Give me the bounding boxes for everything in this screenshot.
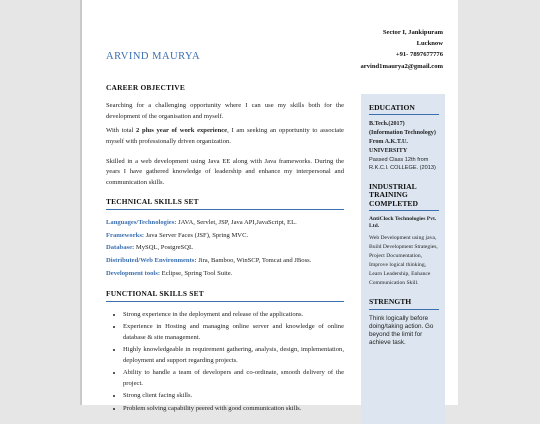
skill-row: Languages/Technologies: JAVA, Servlet, JSP, Java API,JavaScript, EL. xyxy=(106,218,297,226)
career-objective-section xyxy=(106,83,344,188)
strength-section xyxy=(369,298,439,347)
education-section xyxy=(369,104,439,173)
phone-number: +91- 7897677776 xyxy=(395,51,443,59)
education-university: From A.K.T.U. UNIVERSITY xyxy=(369,139,408,154)
strength-title: STRENGTH xyxy=(369,298,439,309)
list-item: • Problem solving capability peered with good communication skills. xyxy=(123,404,344,414)
list-item: • Experience in Hosting and managing online server and knowledge of online database & site management. xyxy=(123,322,344,343)
technical-skills-section xyxy=(106,197,344,279)
training-details: Web Development using java, Build Development Strategies, Project Documentation, Improve logical thinking, Learn Leadership, Enhance Communication Skill. xyxy=(369,234,438,287)
functional-skills-title: FUNCTIONAL SKILLS SET xyxy=(106,289,344,301)
education-title: EDUCATION xyxy=(369,104,439,115)
education-degree: B.Tech.(2017) (Information Technology) xyxy=(369,121,436,137)
skill-row: Development tools: Eclipse, Spring Tool Suite. xyxy=(106,270,233,278)
skill-row: Distributed/Web Environments: Jira, Bamboo, WinSCP, Tomcat and JBoss. xyxy=(106,257,312,265)
address-line1: Sector I, Jankipuram xyxy=(382,29,443,36)
left-column xyxy=(106,83,344,416)
strength-text: Think logically before doing/taking action. Go beyond the limit for achieve task. xyxy=(369,314,434,347)
right-sidebar xyxy=(361,94,445,424)
skill-row: Frameworks: Java Server Faces (JSF), Spring MVC. xyxy=(106,231,249,239)
contact-block xyxy=(360,27,443,72)
list-item: • Strong experience in the deployment and release of the applications. xyxy=(123,310,344,320)
functional-skills-list xyxy=(106,310,344,415)
resume-page xyxy=(80,0,458,412)
industrial-training-title: INDUSTRIAL TRAINING COMPLETED xyxy=(369,183,439,211)
email-address: arvind1maurya2@gmail.com xyxy=(360,62,443,70)
career-objective-title: CAREER OBJECTIVE xyxy=(106,83,185,92)
technical-skills-title: TECHNICAL SKILLS SET xyxy=(106,197,344,209)
address-line2: Lucknow xyxy=(416,40,443,48)
experience-highlight: 2 plus year of work experience xyxy=(136,127,228,135)
list-item: • Strong client facing skills. xyxy=(123,391,344,401)
candidate-name: ARVIND MAURYA xyxy=(106,51,201,62)
list-item: • Highly knowledgeable in requirement gathering, analysis, design, implementation, deployment and support regarding projects. xyxy=(123,345,344,366)
training-company: AntiClock Technologies Pvt. Ltd. xyxy=(369,216,437,230)
objective-para-3: Skilled in a web development using Java EE along with Java frameworks. During the years I have gathered knowledge of leadership and enhance my interpersonal and communication skills. xyxy=(106,158,344,186)
objective-para-1: Searching for a challenging opportunity where I can use my skills both for the development of the organisation and myself. xyxy=(106,102,344,120)
list-item: • Ability to handle a team of developers and co-ordinate, smooth delivery of the project. xyxy=(123,368,344,389)
education-class12: Passed Class 12th from R.K.C.I. COLLEGE. (2013) xyxy=(369,156,436,172)
objective-para-2: With total 2 plus year of work experience, I am seeking an opportunity to associate myself with professionally driven organization. xyxy=(106,127,344,145)
industrial-training-section xyxy=(369,183,439,289)
skill-row: Database: MySQL, PostgreSQL xyxy=(106,244,194,252)
page-edge xyxy=(80,0,82,405)
functional-skills-section xyxy=(106,289,344,414)
